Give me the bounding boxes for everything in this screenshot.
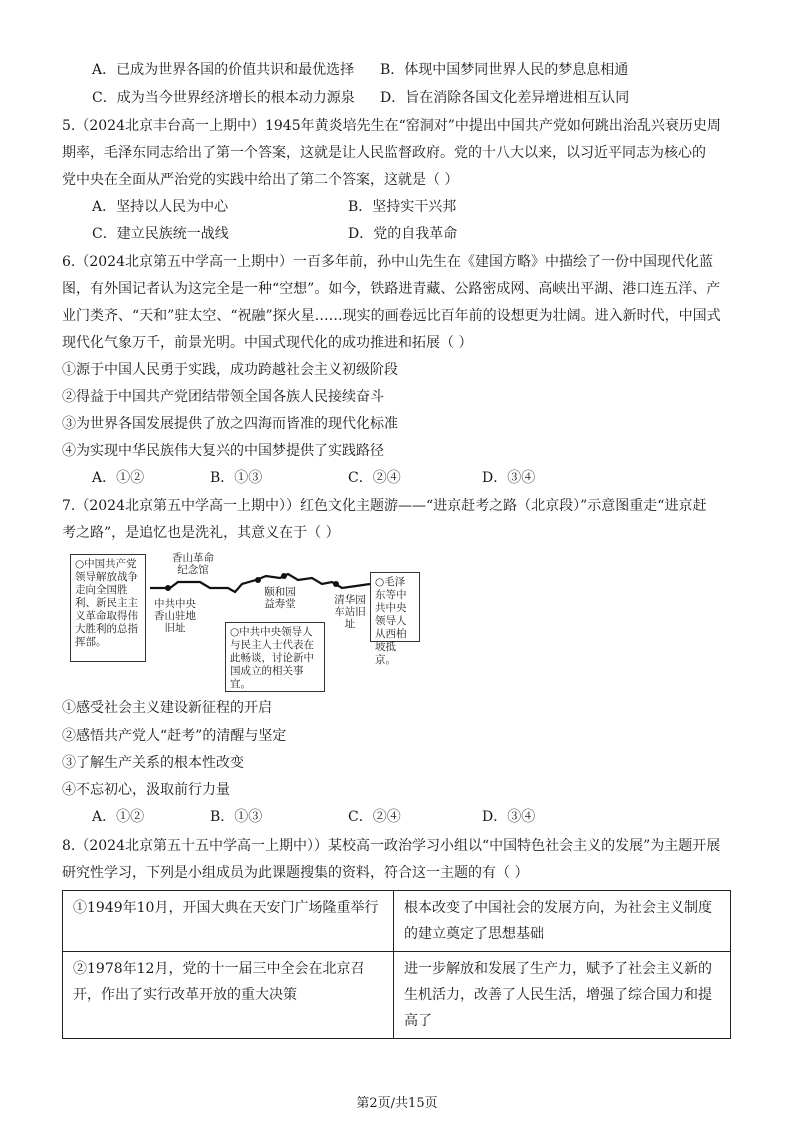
q4-option-a: A．已成为世界各国的价值共识和最优选择 — [92, 62, 355, 78]
stop-label-xiangshan-museum: 香山革命纪念馆 — [172, 552, 214, 576]
q5-option-b: B．坚持实干兴邦 — [348, 199, 457, 215]
q7-stem-line-2: 考之路”，是追忆也是洗礼，其意义在于（ ） — [62, 525, 340, 541]
q6-statement-3: ③为世界各国发展提供了放之四海而皆准的现代化标准 — [62, 416, 398, 432]
q8-stem-line-2: 研究性学习，下列是小组成员为此课题搜集的资料，符合这一主题的有（ ） — [62, 865, 529, 881]
q7-statement-3: ③了解生产关系的根本性改变 — [62, 755, 244, 771]
callout-right: ○毛泽东等中共中央领导人从西柏坡抵京。 — [370, 572, 420, 642]
q6-stem-line-1: 6.（2024北京第五中学高一上期中）一百多年前，孙中山先生在《建国方略》中描绘了一份中国现代化蓝 — [62, 254, 713, 270]
table-row — [63, 891, 731, 952]
page-footer: 第2页/共15页 — [356, 1096, 438, 1111]
table-cell: ①1949年10月，开国大典在天安门广场隆重举行 — [63, 891, 394, 952]
q5-stem-line-1: 5.（2024北京丰台高一上期中）1945年黄炎培先生在“窑洞对”中提出中国共产党如何跳出治乱兴衰历史周 — [62, 118, 721, 134]
callout-left: ○中国共产党领导解放战争走向全国胜利、新民主主义革命取得伟大胜利的总指挥部。 — [70, 554, 146, 662]
q6-option-b: B．①③ — [210, 470, 263, 486]
stop-label-qinghuayuan: 清华园车站旧址 — [334, 594, 366, 630]
q5-option-a: A．坚持以人民为中心 — [92, 199, 229, 215]
q7-statement-1: ①感受社会主义建设新征程的开启 — [62, 700, 272, 716]
callout-bottom: ○中共中央领导人与民主人士代表在此畅谈，讨论新中国成立的相关事宜。 — [225, 622, 325, 692]
q6-statement-1: ①源于中国人民勇于实践，成功跨越社会主义初级阶段 — [62, 362, 398, 378]
q4-option-c: C．成为当今世界经济增长的根本动力源泉 — [92, 90, 355, 106]
q5-option-c: C．建立民族统一战线 — [92, 226, 229, 242]
q7-option-b: B．①③ — [210, 809, 263, 825]
q7-statement-4: ④不忘初心，汲取前行力量 — [62, 782, 230, 798]
table-cell: 进一步解放和发展了生产力，赋予了社会主义新的生机活力，改善了人民生活，增强了综合国力和提高了 — [394, 952, 731, 1039]
q5-stem-line-2: 期率，毛泽东同志给出了第一个答案，这就是让人民监督政府。党的十八大以来，以习近平同志为核心的 — [62, 145, 706, 161]
q6-option-c: C．②④ — [348, 470, 401, 486]
q7-option-d: D．③④ — [482, 809, 536, 825]
q6-stem-line-2: 图，有外国记者认为这完全是一种“空想”。如今，铁路进青藏、公路密成网、高峡出平湖、港口连五洋、产 — [62, 281, 721, 297]
q6-statement-2: ②得益于中国共产党团结带领全国各族人民接续奋斗 — [62, 389, 384, 405]
q4-option-b: B．体现中国梦同世界人民的梦息息相通 — [380, 62, 629, 78]
q8-materials-table — [62, 890, 731, 1039]
stop-label-xiangshan-site: 中共中央香山驻地旧址 — [154, 598, 196, 634]
q5-stem-line-3: 党中央在全面从严治党的实践中给出了第二个答案，这就是（ ） — [62, 172, 459, 188]
q6-option-d: D．③④ — [482, 470, 536, 486]
table-cell: ②1978年12月，党的十一届三中全会在北京召开，作出了实行改革开放的重大决策 — [63, 952, 394, 1039]
q5-option-d: D．党的自我革命 — [348, 226, 458, 242]
table-cell: 根本改变了中国社会的发展方向，为社会主义制度的建立奠定了思想基础 — [394, 891, 731, 952]
q6-statement-4: ④为实现中华民族伟大复兴的中国梦提供了实践路径 — [62, 443, 384, 459]
table-row — [63, 952, 731, 1039]
q8-stem-line-1: 8.（2024北京第五十五中学高一上期中））某校高一政治学习小组以“中国特色社会主义的发展”为主题开展 — [62, 838, 721, 854]
q7-stem-line-1: 7.（2024北京第五中学高一上期中））红色文化主题游——“进京赶考之路（北京段）”示意图重走“进京赶 — [62, 498, 707, 514]
stop-label-yiheyuan: 颐和园益寿堂 — [264, 586, 296, 610]
q6-option-a: A．①② — [92, 470, 145, 486]
q7-option-a: A．①② — [92, 809, 145, 825]
q7-option-c: C．②④ — [348, 809, 401, 825]
q6-stem-line-3: 业门类齐、“天和”驻太空、“祝融”探火星……现实的画卷远比百年前的设想更为壮阔。进入新时代，中国式 — [62, 308, 721, 324]
q4-option-d: D．旨在消除各国文化差异增进相互认同 — [380, 90, 630, 106]
route-map-diagram — [70, 548, 420, 698]
q6-stem-line-4: 现代化气象万千，前景光明。中国式现代化的成功推进和拓展（ ） — [62, 335, 473, 351]
q7-statement-2: ②感悟共产党人“赶考”的清醒与坚定 — [62, 728, 287, 744]
